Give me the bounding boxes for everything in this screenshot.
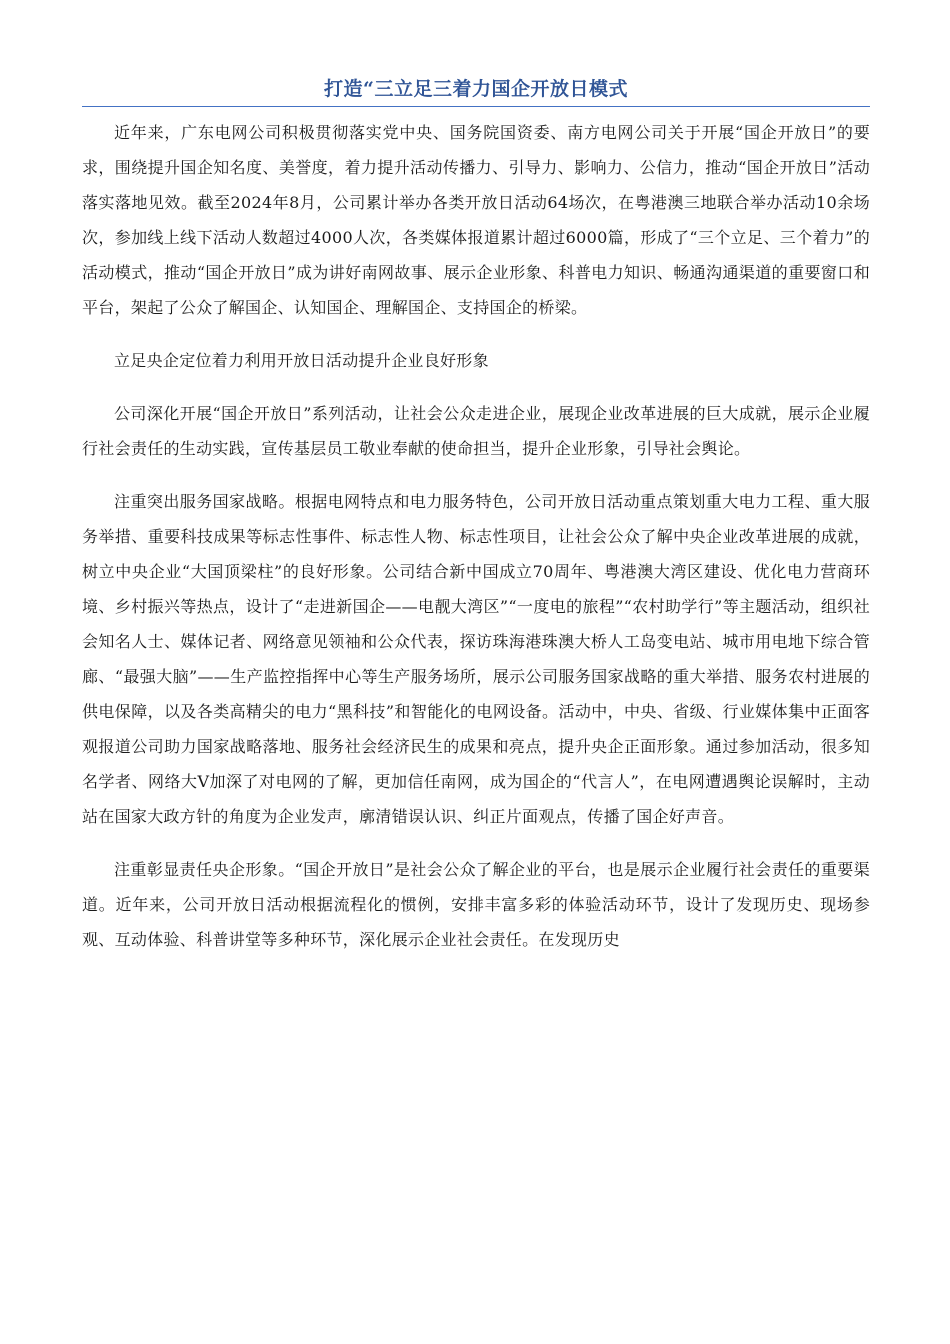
body-paragraph: 注重彰显责任央企形象。“国企开放日”是社会公众了解企业的平台，也是展示企业履行社会责任的重要渠道。近年来，公司开放日活动根据流程化的惯例，安排丰富多彩的体验活动环节，设计了发现历史、现场参观、互动体验、科普讲堂等多种环节，深化展示企业社会责任。在发现历史 xyxy=(82,860,870,949)
section-heading: 立足央企定位着力利用开放日活动提升企业良好形象 xyxy=(114,351,489,370)
document-page xyxy=(82,76,870,957)
intro-paragraph: 近年来，广东电网公司积极贯彻落实党中央、国务院国资委、南方电网公司关于开展“国企开放日”的要求，围绕提升国企知名度、美誉度，着力提升活动传播力、引导力、影响力、公信力，推动“国企开放日”活动落实落地见效。截至2024年8月，公司累计举办各类开放日活动64场次，在粤港澳三地联合举办活动10余场次，参加线上线下活动人数超过4000人次，各类媒体报道累计超过6000篇，形成了“三个立足、三个着力”的活动模式，推动“国企开放日”成为讲好南网故事、展示企业形象、科普电力知识、畅通沟通渠道的重要窗口和平台，架起了公众了解国企、认知国企、理解国企、支持国企的桥梁。 xyxy=(82,123,870,317)
body-paragraph: 公司深化开展“国企开放日”系列活动，让社会公众走进企业，展现企业改革进展的巨大成就，展示企业履行社会责任的生动实践，宣传基层员工敬业奉献的使命担当，提升企业形象，引导社会舆论。 xyxy=(82,404,870,458)
body-paragraph: 注重突出服务国家战略。根据电网特点和电力服务特色，公司开放日活动重点策划重大电力工程、重大服务举措、重要科技成果等标志性事件、标志性人物、标志性项目，让社会公众了解中央企业改革进展的成就，树立中央企业“大国顶梁柱”的良好形象。公司结合新中国成立70周年、粤港澳大湾区建设、优化电力营商环境、乡村振兴等热点，设计了“走进新国企——电靓大湾区”“一度电的旅程”“农村助学行”等主题活动，组织社会知名人士、媒体记者、网络意见领袖和公众代表，探访珠海港珠澳大桥人工岛变电站、城市用电地下综合管廊、“最强大脑”——生产监控指挥中心等生产服务场所，展示公司服务国家战略的重大举措、服务农村进展的供电保障，以及各类高精尖的电力“黑科技”和智能化的电网设备。活动中，中央、省级、行业媒体集中正面客观报道公司助力国家战略落地、服务社会经济民生的成果和亮点，提升央企正面形象。通过参加活动，很多知名学者、网络大V加深了对电网的了解，更加信任南网，成为国企的“代言人”，在电网遭遇舆论误解时，主动站在国家大政方针的角度为企业发声，廓清错误认识、纠正片面观点，传播了国企好声音。 xyxy=(82,492,870,826)
document-title: 打造“三立足三着力国企开放日模式 xyxy=(82,76,870,107)
